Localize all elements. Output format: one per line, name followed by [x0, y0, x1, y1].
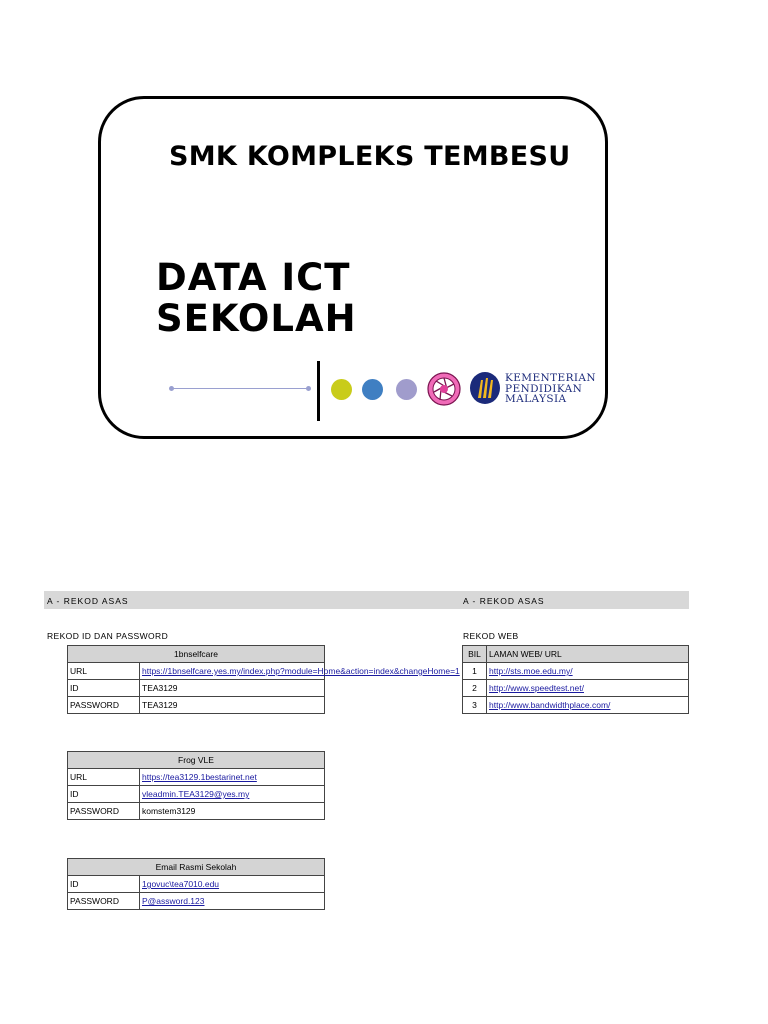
- page-title: [156, 257, 357, 339]
- table-title: Frog VLE: [68, 752, 325, 769]
- kpm-line-2: PENDIDIKAN: [505, 382, 583, 395]
- email-link[interactable]: vleadmin.TEA3129@yes.my: [142, 789, 250, 799]
- row-label: ID: [68, 786, 140, 803]
- table-row: [68, 769, 325, 786]
- right-subheader: REKOD WEB: [463, 631, 519, 641]
- url-link[interactable]: https://1bnselfcare.yes.my/index.php?module=Home&action=index&changeHome=1: [142, 666, 460, 676]
- row-label: ID: [68, 876, 140, 893]
- title-line-1: DATA ICT: [156, 256, 351, 299]
- row-bil: 1: [463, 663, 487, 680]
- kpm-logo-icon: [469, 371, 501, 405]
- row-label: PASSWORD: [68, 893, 140, 910]
- decorative-dot-right: [306, 386, 311, 391]
- row-bil: 2: [463, 680, 487, 697]
- table-row: [463, 697, 689, 714]
- password-link[interactable]: P@assword.123: [142, 896, 205, 906]
- table-row: [68, 680, 325, 697]
- table-row: [68, 697, 325, 714]
- table-row: [68, 663, 325, 680]
- camera-shutter-logo-icon: [427, 372, 461, 406]
- table-row: [68, 786, 325, 803]
- row-value: TEA3129: [140, 680, 325, 697]
- url-link[interactable]: http://sts.moe.edu.my/: [489, 666, 573, 676]
- table-rekod-web: [462, 645, 689, 714]
- row-value: komstem3129: [140, 803, 325, 820]
- url-link[interactable]: http://www.speedtest.net/: [489, 683, 584, 693]
- table-title: 1bnselfcare: [68, 646, 325, 663]
- left-section-header: A - REKOD ASAS: [47, 596, 129, 606]
- row-label: PASSWORD: [68, 697, 140, 714]
- kpm-line-1: KEMENTERIAN: [505, 372, 597, 384]
- table-title: Email Rasmi Sekolah: [68, 859, 325, 876]
- cover-card: [98, 96, 608, 439]
- table-1bnselfcare: [67, 645, 460, 714]
- table-row: [463, 663, 689, 680]
- row-bil: 3: [463, 697, 487, 714]
- kpm-wordmark: [505, 373, 596, 405]
- url-link[interactable]: https://tea3129.1bestarinet.net: [142, 772, 257, 782]
- col-header-url: LAMAN WEB/ URL: [487, 646, 689, 663]
- blue-circle: [362, 379, 383, 400]
- col-header-bil: BIL: [463, 646, 487, 663]
- table-row: [68, 803, 325, 820]
- divider-bar: [317, 361, 320, 421]
- table-frog-vle: [67, 751, 325, 820]
- lavender-circle: [396, 379, 417, 400]
- table-row: [463, 680, 689, 697]
- id-link[interactable]: 1govuc\tea7010.edu: [142, 879, 220, 889]
- url-link[interactable]: http://www.bandwidthplace.com/: [489, 700, 611, 710]
- table-email-rasmi: [67, 858, 325, 910]
- left-subheader: REKOD ID DAN PASSWORD: [47, 631, 169, 641]
- yellow-circle: [331, 379, 352, 400]
- kpm-line-3: MALAYSIA: [505, 393, 567, 405]
- row-label: ID: [68, 680, 140, 697]
- right-section-header: A - REKOD ASAS: [463, 596, 545, 606]
- row-label: URL: [68, 663, 140, 680]
- section-header-bar: [44, 591, 689, 609]
- table-row: [68, 876, 325, 893]
- school-name: SMK KOMPLEKS TEMBESU: [169, 141, 571, 172]
- decorative-dot-left: [169, 386, 174, 391]
- table-row: [68, 893, 325, 910]
- row-label: URL: [68, 769, 140, 786]
- row-value: TEA3129: [140, 697, 325, 714]
- row-label: PASSWORD: [68, 803, 140, 820]
- title-line-2: SEKOLAH: [156, 297, 357, 340]
- decorative-line: [171, 388, 308, 389]
